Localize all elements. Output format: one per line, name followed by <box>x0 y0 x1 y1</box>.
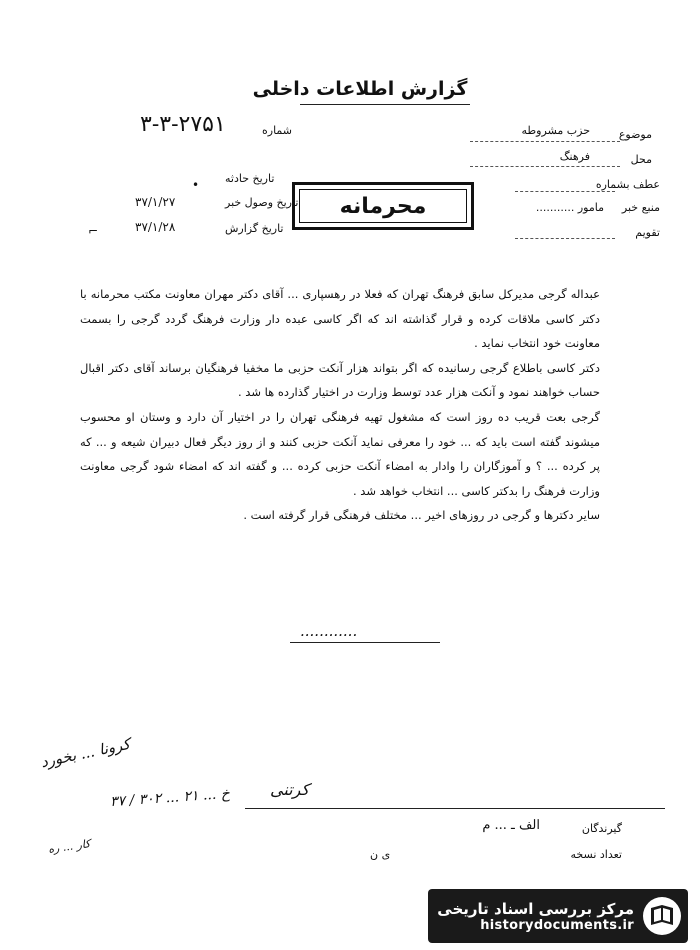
handwritten-center-mark: کرتنی <box>270 780 310 799</box>
body-paragraph: سایر دکترها و گرجی در روزهای اخیر ... مختلف فرهنگی قرار گرفته است . <box>243 508 600 523</box>
bullet-mark: • <box>192 178 200 192</box>
subject-line <box>470 141 620 142</box>
distribution-label: گیرندگان <box>581 822 622 835</box>
handwritten-note-middle: خ ... ۲۱ ... ۳۰۲ / ۳۷ <box>109 785 231 811</box>
event-date-label: تاریخ حادثه <box>225 172 275 185</box>
title-underline <box>300 104 470 105</box>
source-label: منبع خبر <box>621 201 660 214</box>
copies-label: تعداد نسخه <box>570 848 622 861</box>
body-paragraph: گرجی بعت قریب ده روز است که مشغول تهیه فرهنگی تهران را در اختیار آن دارد و وستان او محسوب میشوند گفته است باید که ... خود را معرفی نماید آنکت حزبی کنند و از روز دیگر فعال دبیران شیعه و ... که پر کرده ... ؟ و آموزگاران را وادار به امضاء آنکت حزبی کرده ... و گفته اند که امضاء شود گرجی معاونت وزارت فرهنگ را بدکتر کاسی ... انتخاب خواهد شد . <box>80 409 600 498</box>
middle-signature: ............ <box>300 622 358 640</box>
evaluation-label: تقویم <box>635 226 660 239</box>
signature-underline <box>290 642 440 643</box>
attachment-label: عطف بشماره <box>595 178 660 191</box>
handwritten-note-small: کار ... ره <box>47 837 92 856</box>
received-date-label: تاریخ وصول خبر <box>225 196 299 209</box>
location-label: محل <box>630 153 652 166</box>
footer-mark: ی ن <box>370 848 391 861</box>
subject-label: موضوع <box>618 128 652 141</box>
logo-url-text: historydocuments.ir <box>480 917 634 933</box>
body-paragraph: دکتر کاسی باطلاع گرجی رسانیده که اگر بتواند هزار آنکت حزبی ما مخفیا فرهنگیان برساند آقای دکتر اقبال حساب خواهند نمود و آنکت هزار عدد توسط وزارت در اختیار گذارده ها شد . <box>80 360 600 400</box>
number-value: ۳-۳-۲۷۵۱ <box>140 112 226 137</box>
source-value: مامور ........... <box>535 201 604 214</box>
stamp-text: محرمانه <box>339 193 427 219</box>
attachment-line <box>515 191 615 192</box>
received-date-value: ۳۷/۱/۲۷ <box>135 195 176 209</box>
logo-persian-text: مرکز بررسی اسناد تاریخی <box>437 899 634 918</box>
confidential-stamp <box>292 182 474 230</box>
handwritten-note-top: کرونا ... بخورد <box>39 734 132 772</box>
report-title: گزارش اطلاعات داخلی <box>252 78 468 100</box>
subject-value: حزب مشروطه <box>521 124 590 137</box>
report-body <box>80 282 600 528</box>
location-line <box>470 166 620 167</box>
footer-divider <box>245 808 665 809</box>
book-pages-icon <box>642 896 682 936</box>
body-paragraph: عبداله گرجی مدیرکل سابق فرهنگ تهران که فعلا در رهسپاری ... آقای دکتر مهران معاونت مکتب محرمانه با دکتر کاسی ملاقات کرده و قرار گذاشته اند که اگر کاسی عبده دار وزارت فرهنگ گردد گرجی را بسمت معاونت خود انتخاب نماید . <box>80 287 600 351</box>
stamp-inner-frame <box>299 189 467 223</box>
archive-logo <box>428 889 688 943</box>
evaluation-line <box>515 238 615 239</box>
location-value: فرهنگ <box>559 150 590 163</box>
number-label: شماره <box>262 124 293 137</box>
logo-text <box>437 900 634 933</box>
side-mark: ⌐ <box>88 224 99 238</box>
distribution-value: الف ـ ... م <box>482 818 540 833</box>
report-date-value: ۳۷/۱/۲۸ <box>135 220 176 234</box>
report-date-label: تاریخ گزارش <box>225 222 284 235</box>
